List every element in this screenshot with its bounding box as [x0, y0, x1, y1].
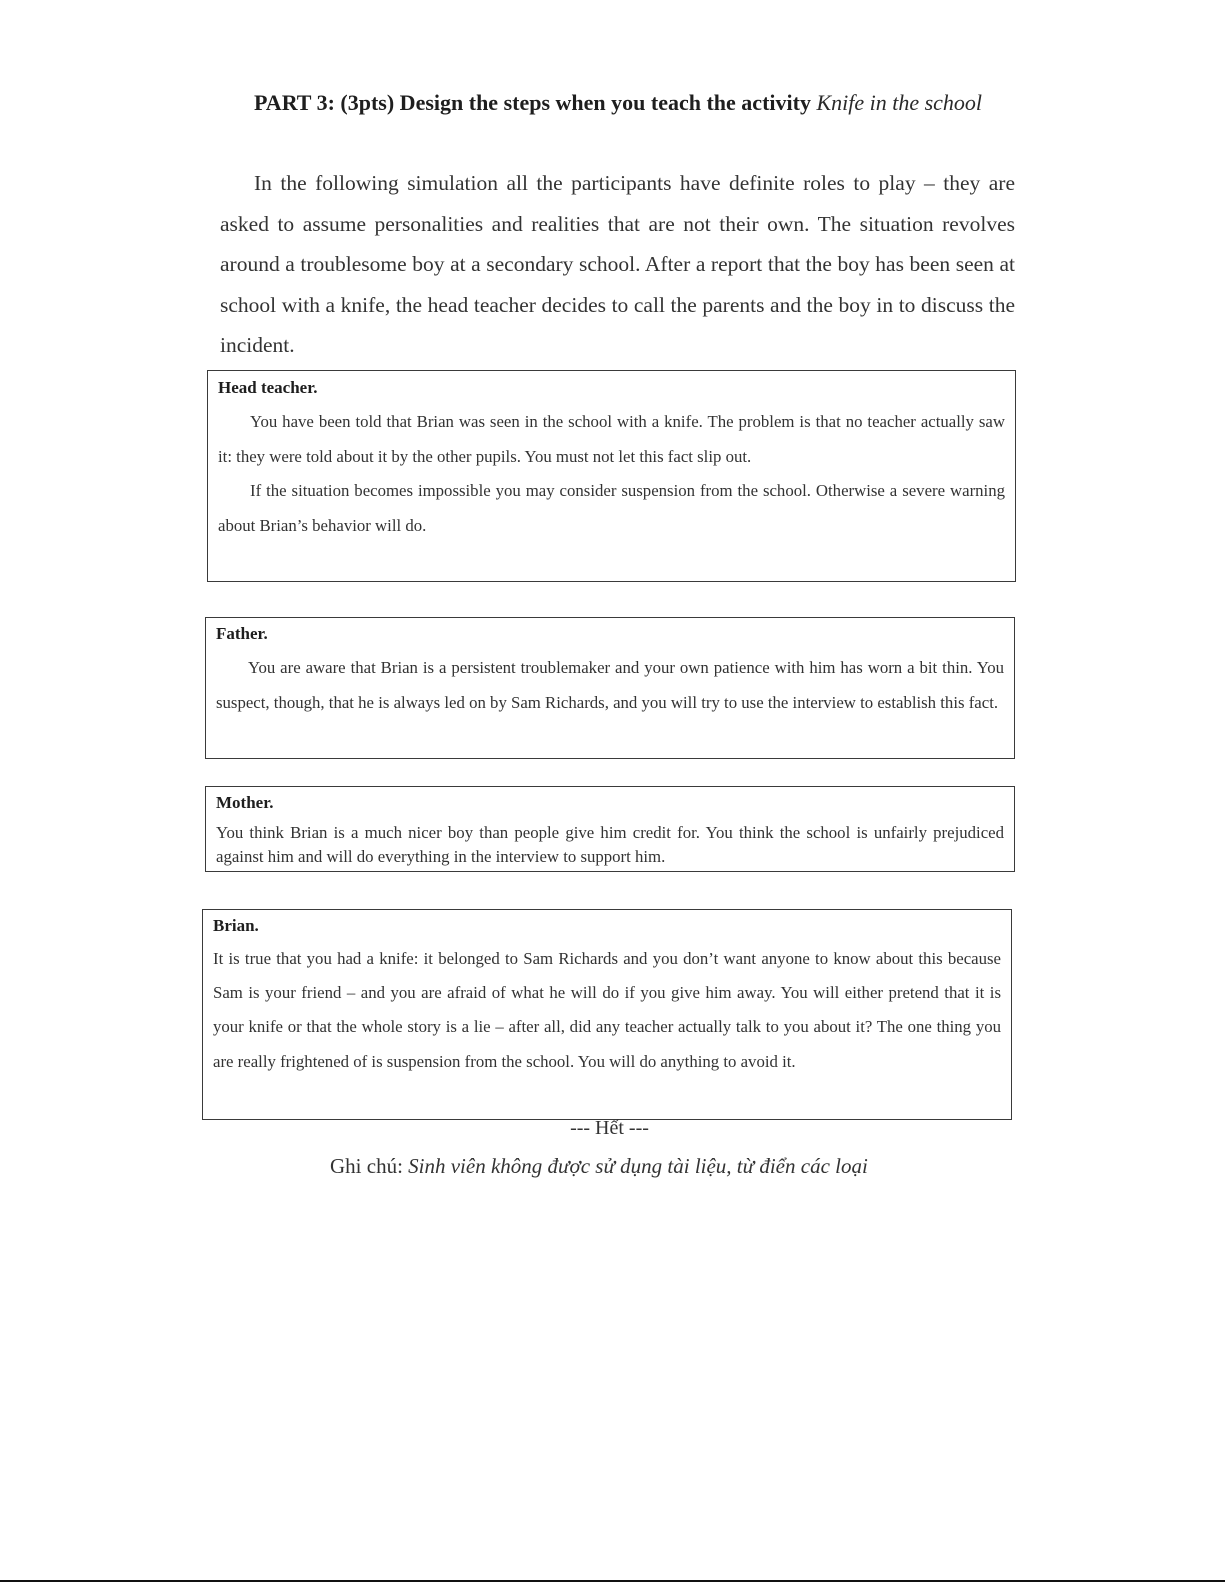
- intro-text: In the following simulation all the participants have definite roles to play – they are asked to assume personalities and realities that are not their own. The situation revolves around a troublesome boy at a secondary school. After a report that the boy has been seen at school with a knife, the head teacher decides to call the parents and the boy in to discuss the incident.: [220, 171, 1015, 357]
- role-title-head-teacher: Head teacher.: [218, 378, 318, 397]
- role-card-mother: [205, 786, 1015, 872]
- role-text-head-teacher-1: You have been told that Brian was seen in the school with a knife. The problem is that no teacher actually saw it: they were told about it by the other pupils. You must not let this fact slip out.: [218, 412, 1005, 466]
- role-card-head-teacher: [207, 370, 1016, 582]
- role-title-mother: Mother.: [216, 793, 274, 812]
- activity-title: Knife in the school: [816, 90, 983, 115]
- footer-note: [330, 1154, 868, 1179]
- role-text-father: You are aware that Brian is a persistent troublemaker and your own patience with him has worn a bit thin. You suspect, though, that he is always led on by Sam Richards, and you will try to use the interview to establish this fact.: [216, 658, 1004, 712]
- part-heading: [254, 83, 1014, 123]
- role-text-brian: It is true that you had a knife: it belonged to Sam Richards and you don’t want anyone to know about this because Sam is your friend – and you are afraid of what he will do if you give him away. You will either pretend that it is your knife or that the whole story is a lie – after all, did any teacher actually talk to you about it? The one thing you are really frightened of is suspension from the school. You will do anything to avoid it.: [213, 949, 1001, 1071]
- part-heading-bold: PART 3: (3pts) Design the steps when you teach the activity: [254, 90, 817, 115]
- role-card-brian: [202, 909, 1012, 1120]
- end-mark-text: --- Hết ---: [570, 1117, 649, 1139]
- end-mark: [0, 1117, 1225, 1140]
- role-text-mother: You think Brian is a much nicer boy than people give him credit for. You think the school is unfairly prejudiced against him and will do everything in the interview to support him.: [216, 823, 1004, 866]
- page-bottom-rule: [0, 1580, 1225, 1582]
- role-text-head-teacher-2: If the situation becomes impossible you may consider suspension from the school. Otherwise a severe warning about Brian’s behavior will do.: [218, 481, 1005, 535]
- role-card-father: [205, 617, 1015, 759]
- role-title-father: Father.: [216, 624, 268, 643]
- note-text: Sinh viên không được sử dụng tài liệu, từ điển các loại: [408, 1154, 868, 1178]
- intro-paragraph: [220, 163, 1015, 366]
- role-title-brian: Brian.: [213, 916, 259, 935]
- note-label: Ghi chú:: [330, 1154, 409, 1178]
